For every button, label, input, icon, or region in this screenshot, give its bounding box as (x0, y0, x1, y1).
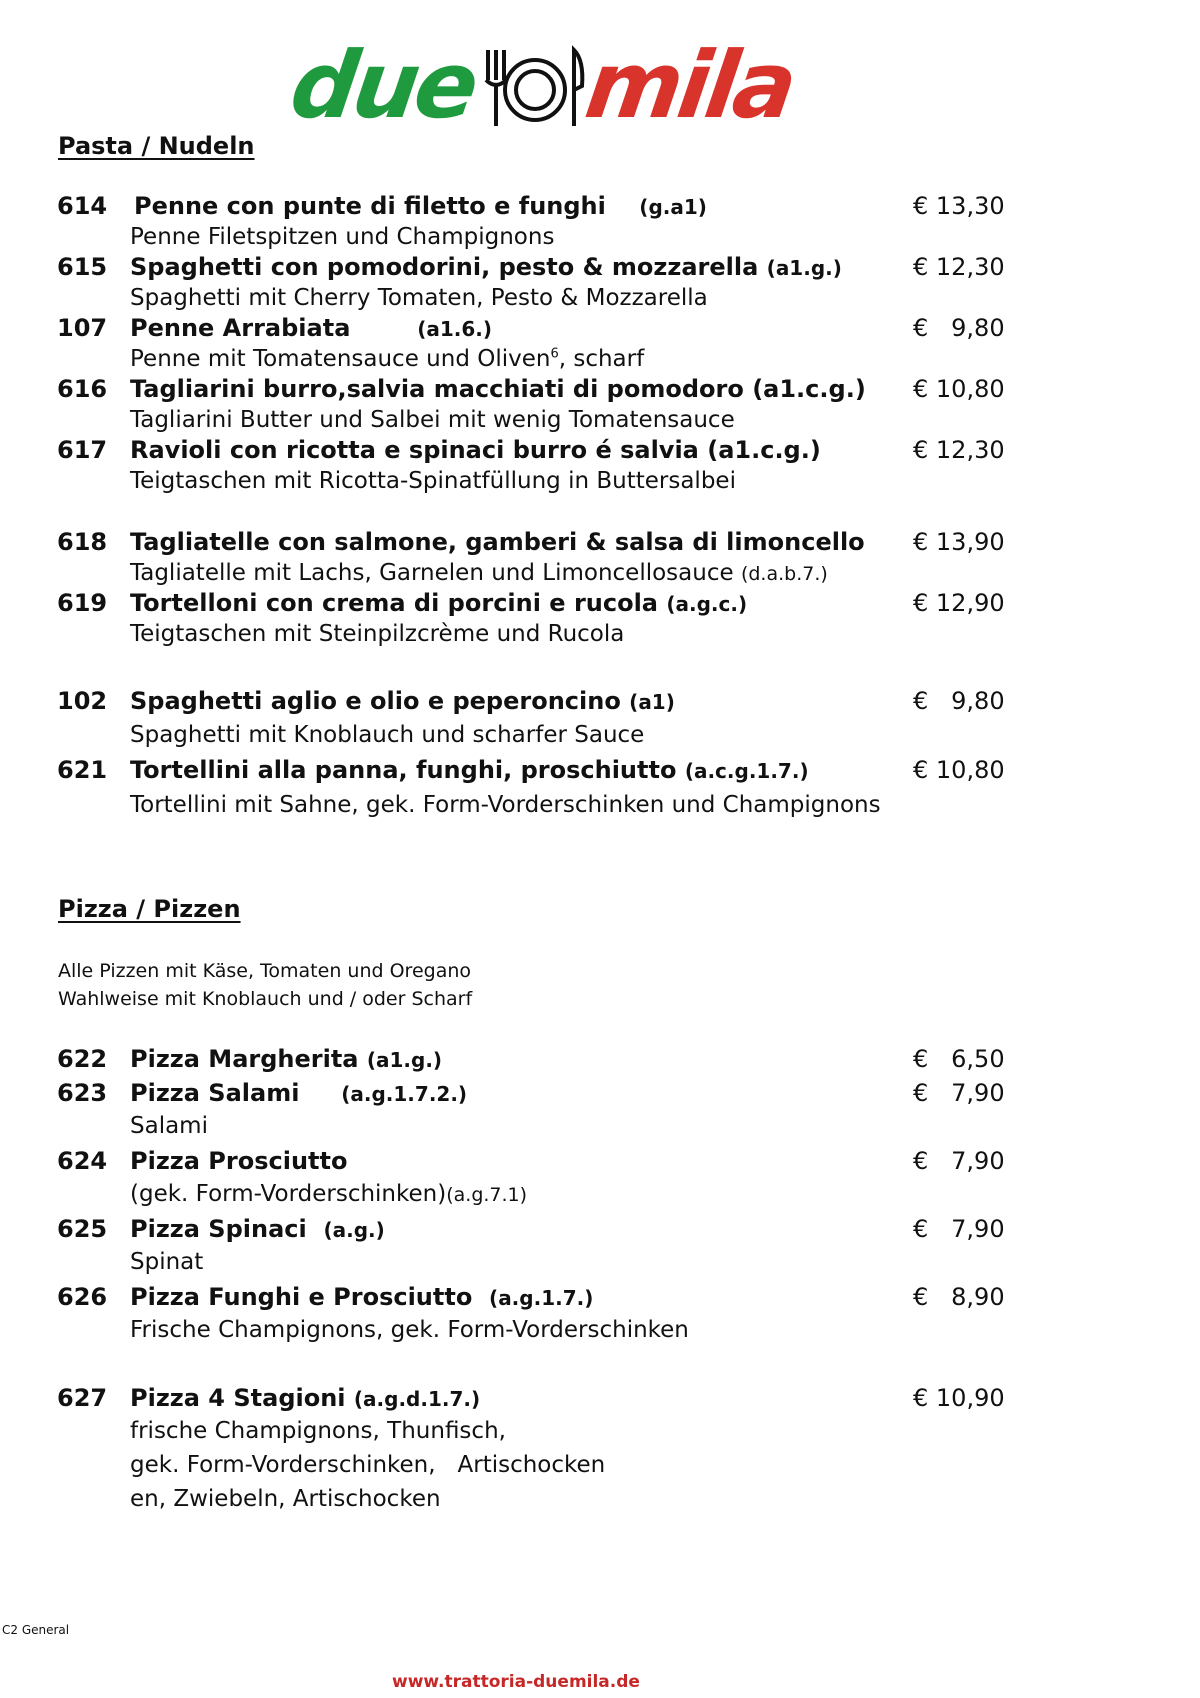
item-description: Penne mit Tomatensauce und Oliven$^6$, scharf (130, 346, 645, 372)
item-number: 107 (57, 314, 108, 342)
item-description: (gek. Form-Vorderschinken)(a.g.7.1) (130, 1181, 528, 1207)
item-number: 621 (57, 756, 108, 784)
item-description: Spaghetti mit Cherry Tomaten, Pesto & Mozzarella (130, 285, 708, 311)
item-number: 617 (57, 436, 108, 464)
item-description: Spaghetti mit Knoblauch und scharfer Sauce (130, 722, 645, 748)
item-name: Pizza Salami (a.g.1.7.2.) (130, 1079, 468, 1107)
item-number: 625 (57, 1215, 108, 1243)
item-number: 622 (57, 1045, 108, 1073)
item-allergens: (a1) (629, 690, 675, 714)
item-price: € 6,50 (913, 1045, 1005, 1073)
item-name: Pizza Margherita (a1.g.) (130, 1045, 443, 1073)
item-allergens: (a.g.c.) (666, 592, 748, 616)
item-description: Tagliarini Butter und Salbei mit wenig Tomatensauce (130, 407, 735, 433)
item-price: € 7,90 (913, 1079, 1005, 1107)
item-allergens: (a.g.1.7.) (489, 1286, 594, 1310)
item-price: € 10,80 (913, 756, 1005, 784)
item-number: 627 (57, 1384, 108, 1412)
item-allergens: (a.g.1.7.2.) (341, 1082, 468, 1106)
item-description: en, Zwiebeln, Artischocken (130, 1486, 441, 1512)
item-allergens: (a.g.) (323, 1218, 385, 1242)
item-description: Salami (130, 1113, 208, 1139)
item-allergens: (d.a.b.7.) (740, 563, 828, 585)
item-name: Ravioli con ricotta e spinaci burro é salvia (a1.c.g.) (130, 436, 821, 464)
item-number: 102 (57, 687, 108, 715)
item-price: € 13,90 (913, 528, 1005, 556)
fork-plate-knife-icon (474, 40, 592, 132)
item-price: € 7,90 (913, 1215, 1005, 1243)
item-allergens: (a1.6.) (417, 317, 493, 341)
item-price: € 8,90 (913, 1283, 1005, 1311)
item-description: frische Champignons, Thunfisch, (130, 1418, 506, 1444)
duemila-logo (284, 30, 800, 139)
item-allergens: (a1.g.) (366, 1048, 443, 1072)
item-price: € 12,90 (913, 589, 1005, 617)
item-description: Teigtaschen mit Ricotta-Spinatfüllung in Buttersalbei (130, 468, 736, 494)
item-description: Frische Champignons, gek. Form-Vorderschinken (130, 1317, 689, 1343)
item-description: gek. Form-Vorderschinken, Artischocken (130, 1452, 606, 1478)
item-number: 624 (57, 1147, 108, 1175)
section-title-pizza: Pizza / Pizzen (58, 895, 241, 923)
item-price: € 13,30 (913, 192, 1005, 220)
item-name: Tagliarini burro,salvia macchiati di pomodoro (a1.c.g.) (130, 375, 866, 403)
pizza-note: Alle Pizzen mit Käse, Tomaten und Oregano (58, 960, 471, 982)
item-price: € 9,80 (913, 687, 1005, 715)
item-name: Tortellini alla panna, funghi, proschiutto (a.c.g.1.7.) (130, 756, 809, 784)
item-description: Tagliatelle mit Lachs, Garnelen und Limoncellosauce (d.a.b.7.) (130, 560, 828, 586)
item-name: Spaghetti con pomodorini, pesto & mozzarella (a1.g.) (130, 253, 842, 281)
item-description: Penne Filetspitzen und Champignons (130, 224, 555, 250)
item-number: 616 (57, 375, 108, 403)
item-name: Pizza Prosciutto (130, 1147, 348, 1175)
item-price: € 12,30 (913, 436, 1005, 464)
website-link[interactable]: www.trattoria-duemila.de (392, 1672, 640, 1692)
item-price: € 12,30 (913, 253, 1005, 281)
item-name: Tagliatelle con salmone, gamberi & salsa di limoncello (130, 528, 865, 556)
classification-label: C2 General (2, 1623, 70, 1637)
item-number: 619 (57, 589, 108, 617)
item-number: 626 (57, 1283, 108, 1311)
item-description: Tortellini mit Sahne, gek. Form-Vorderschinken und Champignons (130, 792, 881, 818)
logo-word-due: due (284, 32, 482, 139)
item-price: € 9,80 (913, 314, 1005, 342)
item-name: Penne con punte di filetto e funghi (g.a1) (134, 192, 707, 220)
item-name: Spaghetti aglio e olio e peperoncino (a1) (130, 687, 675, 715)
item-price: € 10,90 (913, 1384, 1005, 1412)
item-allergens: (g.a1) (639, 195, 707, 219)
pizza-note: Wahlweise mit Knoblauch und / oder Scharf (58, 988, 473, 1010)
item-allergens: (a1.g.) (766, 256, 842, 280)
item-name: Penne Arrabiata (a1.6.) (130, 314, 493, 342)
item-allergens: (a.g.d.1.7.) (353, 1387, 481, 1411)
item-name: Pizza Spinaci (a.g.) (130, 1215, 385, 1243)
item-allergens: (a.c.g.1.7.) (684, 759, 809, 783)
item-name: Pizza 4 Stagioni (a.g.d.1.7.) (130, 1384, 481, 1412)
item-description: Spinat (130, 1249, 204, 1275)
logo-word-mila: mila (579, 32, 800, 139)
item-number: 615 (57, 253, 108, 281)
item-description: Teigtaschen mit Steinpilzcrème und Rucola (130, 621, 625, 647)
item-price: € 10,80 (913, 375, 1005, 403)
item-name: Tortelloni con crema di porcini e rucola (a.g.c.) (130, 589, 748, 617)
item-number: 614 (57, 192, 108, 220)
item-allergens: (a.g.7.1) (446, 1184, 528, 1206)
item-price: € 7,90 (913, 1147, 1005, 1175)
item-number: 623 (57, 1079, 108, 1107)
section-title-pasta: Pasta / Nudeln (58, 132, 255, 160)
item-name: Pizza Funghi e Prosciutto (a.g.1.7.) (130, 1283, 594, 1311)
item-number: 618 (57, 528, 108, 556)
